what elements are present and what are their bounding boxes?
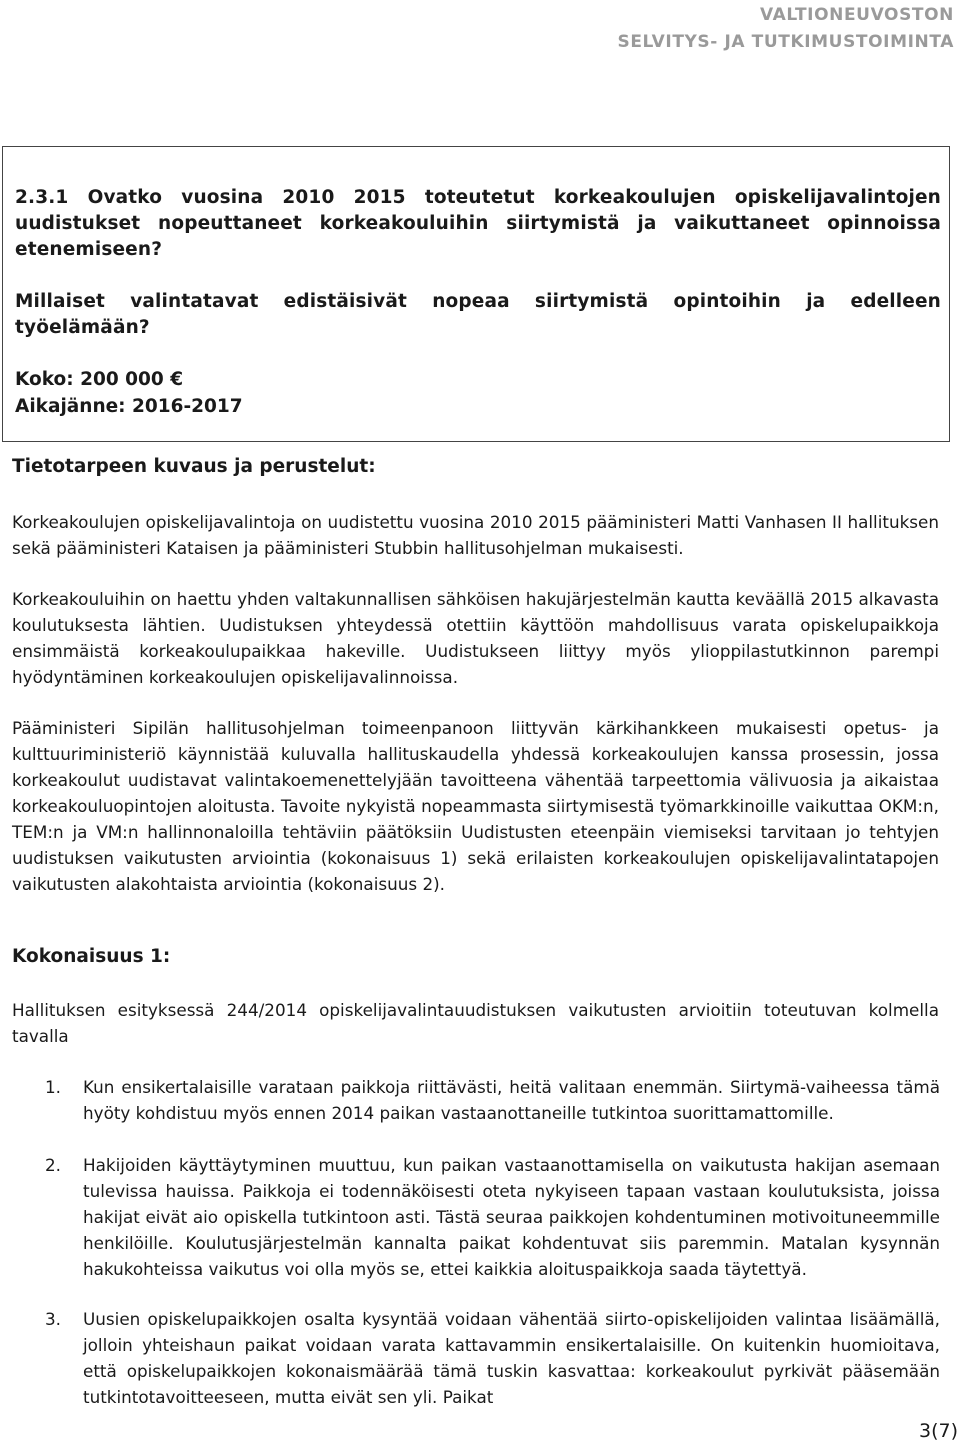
section-title: Tietotarpeen kuvaus ja perustelut: <box>12 456 376 477</box>
kokonaisuus-intro: Hallituksen esityksessä 244/2014 opiskelijavalintauudistuksen vaikutusten arvioitiin toteutuvan kolmella tavalla <box>12 1000 939 1046</box>
paragraph-2: Korkeakouluihin on haettu yhden valtakunnallisen sähköisen hakujärjestelmän kautta keväällä 2015 alkavasta koulutuksesta lähtien. Uudistuksen yhteydessä otettiin käyttöön mahdollisuus varata opiskelupaikkoja ensimmäistä korkeakoulupaikkaa hakeville. Uudistukseen liittyy myös ylioppilastutkinnon parempi hyödyntäminen korkeakoulujen opiskelijavalinnoissa. <box>12 589 939 687</box>
page-number: 3(7) <box>918 1420 958 1442</box>
paragraph-1: Korkeakoulujen opiskelijavalintoja on uudistettu vuosina 2010 2015 pääministeri Matti Vanhasen II hallituksen sekä pääministeri Kataisen ja pääministeri Stubbin hallitusohjelman mukaisesti. <box>12 512 939 558</box>
budget-label: Koko: 200 000 <box>15 369 164 390</box>
question-1: 2.3.1 Ovatko vuosina 2010 2015 toteutetut korkeakoulujen opiskelijavalintojen uudistukset nopeuttaneet korkeakouluihin siirtymistä ja vaikuttaneet opinnoissa etenemiseen? <box>15 187 941 260</box>
paragraph-3: Pääministeri Sipilän hallitusohjelman toimeenpanoon liittyvän kärkihankkeen mukaisesti opetus- ja kulttuuriministeriö käynnistää kuluvalla hallituskaudella yhdessä korkeakoulujen kanssa prosessin, jossa korkeakoulut uudistavat valintakoemenettelyjään tavoitteena vähentää tarpeettomia välivuosia ja aikaistaa korkeakouluopintojen aloitusta. Tavoite nykyistä nopeammasta siirtymisestä työmarkkinoille vaikuttaa OKM:n, TEM:n ja VM:n hallinnonaloilla tehtäviin päätöksiin Uudistusten eteenpäin viemiseksi tarvitaan jo tehtyjen uudistuksen vaikutusten arviointia (kokonaisuus 1) sekä erilaisten korkeakoulujen opiskelijavalintatapojen vaikutusten alakohtaista arviointia (kokonaisuus 2). <box>12 718 939 894</box>
list-item <box>45 1074 940 1126</box>
header-line-1: VALTIONEUVOSTON <box>759 5 954 25</box>
budget-line <box>15 366 183 393</box>
list-item <box>45 1152 940 1282</box>
list-number: 1. <box>45 1077 62 1097</box>
list-number: 2. <box>45 1155 62 1175</box>
list-text: Kun ensikertalaisille varataan paikkoja riittävästi, heitä valitaan enemmän. Siirtymä-vaiheessa tämä hyöty kohdistuu myös ennen 2014 paikan vastaanottaneille tutkintoa suorittamattomille. <box>83 1077 940 1123</box>
list-item <box>45 1306 940 1410</box>
list-text: Hakijoiden käyttäytyminen muuttuu, kun paikan vastaanottamisella on vaikutusta hakijan asemaan tulevissa hauissa. Paikkoja ei todennäköisesti oteta nykyiseen tapaan vastaan koulutuksista, joissa hakijat eivät aio opiskella tutkintoon asti. Tästä seuraa paikkojen kohdentuminen motivoituneemmille henkilöille. Koulutusjärjestelmän kannalta paikat kohdentuvat siis paremmin. Matalan kysynnän hakukohteissa vaikutus voi olla myös se, ettei kaikkia aloituspaikkoja saada täytettyä. <box>83 1155 940 1279</box>
period-line: Aikajänne: 2016-2017 <box>15 396 243 417</box>
header-line-2: SELVITYS- JA TUTKIMUSTOIMINTA <box>617 32 954 52</box>
list-text: Uusien opiskelupaikkojen osalta kysyntää voidaan vähentää siirto-opiskelijoiden valintaa lisäämällä, jolloin yhteishaun paikat voidaan varata kattavammin ensikertalaisille. On kuitenkin huomioitava, että opiskelupaikkojen kokonaismäärää tämä tuskin kasvattaa: korkeakoulut pyrkivät pääsemään tutkintotavoitteeseen, mutta eivät sen yli. Paikat <box>83 1309 940 1407</box>
euro-sign: € <box>170 369 184 390</box>
page-header <box>618 2 955 56</box>
question-2: Millaiset valintatavat edistäisivät nopeaa siirtymistä opintoihin ja edelleen työelämään? <box>15 291 941 338</box>
list-number: 3. <box>45 1309 62 1329</box>
question-box <box>2 146 950 442</box>
kokonaisuus-title: Kokonaisuus 1: <box>12 946 171 967</box>
